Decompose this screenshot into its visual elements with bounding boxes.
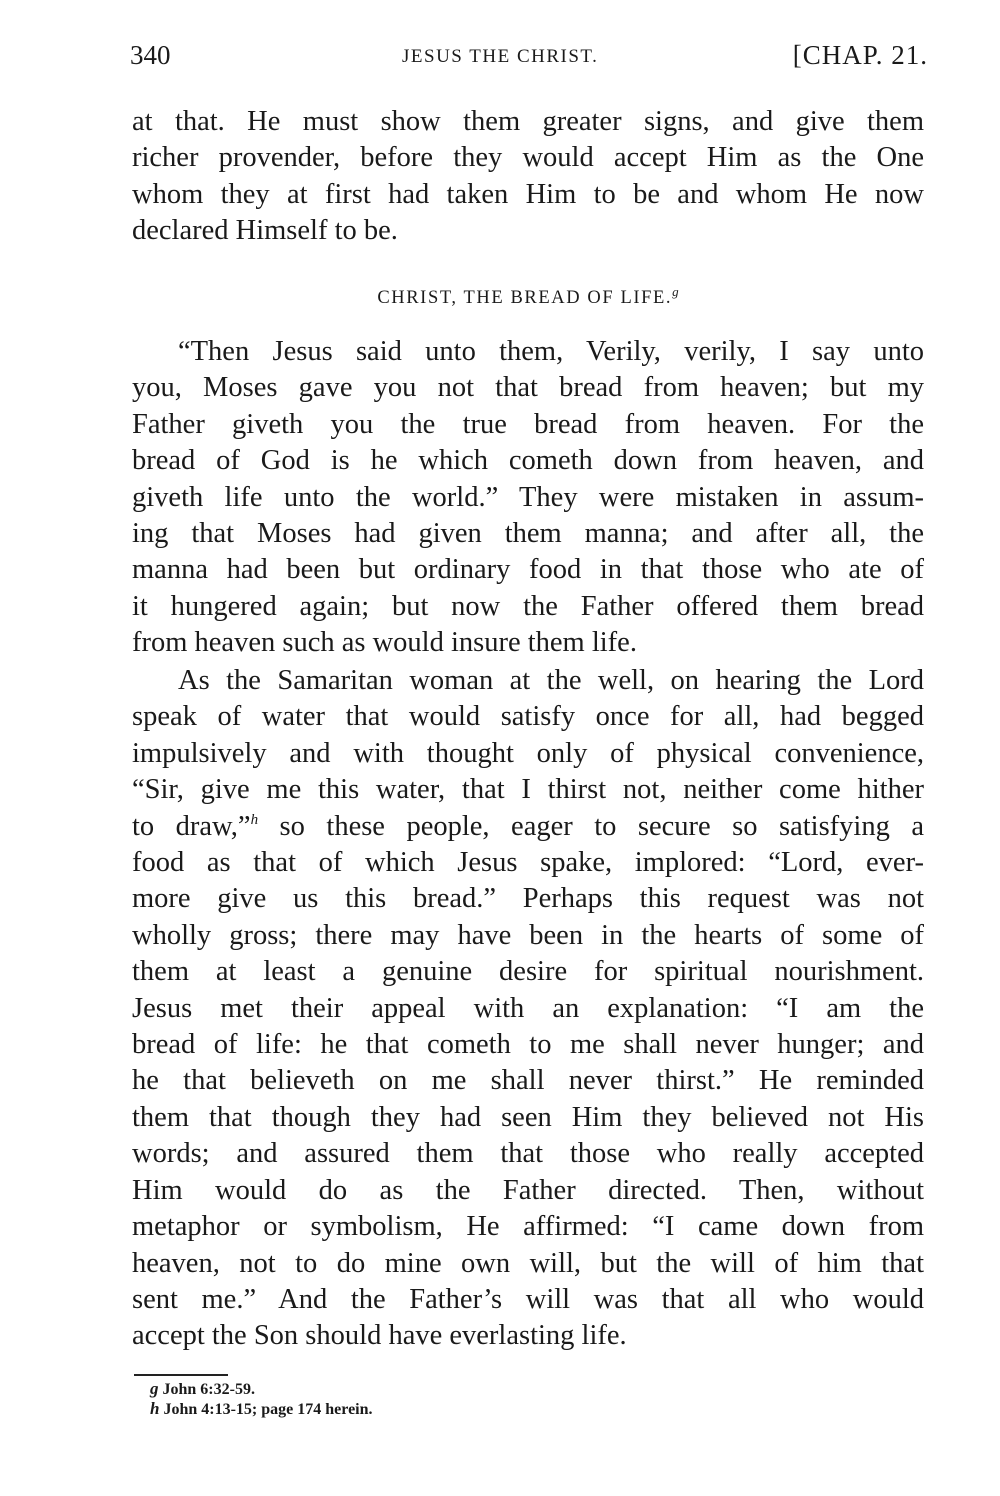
footnote-text: John 6:32-59. [162, 1381, 255, 1398]
text-line: declared Himself to be. [132, 215, 398, 247]
text-fragment: so these people, eager to secure so satisfying a [258, 810, 924, 842]
text-line: it hungered again; but now the Father offered them bread [132, 590, 924, 622]
text-fragment: to draw,” [132, 810, 251, 842]
text-line [132, 809, 924, 845]
text-line: Jesus met their appeal with an explanation: “I am the [132, 992, 924, 1024]
text-line: manna had been but ordinary food in that those who ate of [132, 554, 924, 586]
footnote-ref-g: g [672, 284, 679, 299]
paragraph-2 [132, 334, 924, 662]
text-line: Him would do as the Father directed. Then, without [132, 1174, 924, 1206]
text-line: bread of God is he which cometh down from heaven, and [132, 445, 924, 477]
text-line: impulsively and with thought only of physical convenience, [132, 737, 924, 769]
footnote-g [150, 1379, 373, 1399]
paragraph-3 [132, 663, 924, 1355]
text-line: giveth life unto the world.” They were mistaken in assum- [132, 481, 924, 513]
text-line: “Sir, give me this water, that I thirst not, neither come hither [132, 774, 924, 806]
text-line: words; and assured them that those who really accepted [132, 1138, 924, 1170]
page-number: 340 [130, 40, 171, 70]
text-line: accept the Son should have everlasting life. [132, 1320, 627, 1352]
footnote-mark: g [150, 1379, 159, 1398]
section-heading-text: CHRIST, THE BREAD OF LIFE. [377, 288, 673, 309]
section-heading [132, 284, 924, 309]
footnote-mark: h [150, 1399, 160, 1418]
text-line: speak of water that would satisfy once for all, had begged [132, 701, 924, 733]
text-line: them that though they had seen Him they believed not His [132, 1101, 924, 1133]
text-line: bread of life: he that cometh to me shall never hunger; and [132, 1029, 924, 1061]
running-title: JESUS THE CHRIST. [402, 46, 599, 67]
text-line: them at least a genuine desire for spiritual nourishment. [132, 956, 924, 988]
text-line: whom they at first had taken Him to be and whom He now [132, 178, 924, 210]
text-line: metaphor or symbolism, He affirmed: “I came down from [132, 1211, 924, 1243]
footnote-text: John 4:13-15; page 174 herein. [163, 1401, 373, 1418]
footnote-divider [134, 1374, 228, 1376]
text-line: more give us this bread.” Perhaps this request was not [132, 883, 924, 915]
footnotes [150, 1379, 373, 1419]
text-line: food as that of which Jesus spake, implored: “Lord, ever- [132, 847, 924, 879]
text-line: richer provender, before they would accept Him as the One [132, 142, 924, 174]
text-line: “Then Jesus said unto them, Verily, verily, I say unto [178, 336, 924, 367]
footnote-ref-h: h [250, 811, 259, 828]
footnote-h [150, 1399, 373, 1419]
text-line: you, Moses gave you not that bread from heaven; but my [132, 372, 924, 404]
chapter-label: [CHAP. 21. [792, 40, 928, 70]
text-line: Father giveth you the true bread from heaven. For the [132, 408, 924, 440]
text-line: he that believeth on me shall never thirst.” He reminded [132, 1065, 924, 1097]
text-line: As the Samaritan woman at the well, on hearing the Lord [178, 665, 924, 696]
text-line: wholly gross; there may have been in the hearts of some of [132, 919, 924, 951]
text-line: ing that Moses had given them manna; and after all, the [132, 518, 924, 550]
text-line: heaven, not to do mine own will, but the will of him that [132, 1247, 924, 1279]
text-line: at that. He must show them greater signs, and give them [132, 106, 924, 137]
text-line: sent me.” And the Father’s will was that all who would [132, 1283, 924, 1315]
paragraph-1 [132, 104, 924, 250]
text-line: from heaven such as would insure them life. [132, 627, 637, 659]
page-header [130, 40, 928, 80]
